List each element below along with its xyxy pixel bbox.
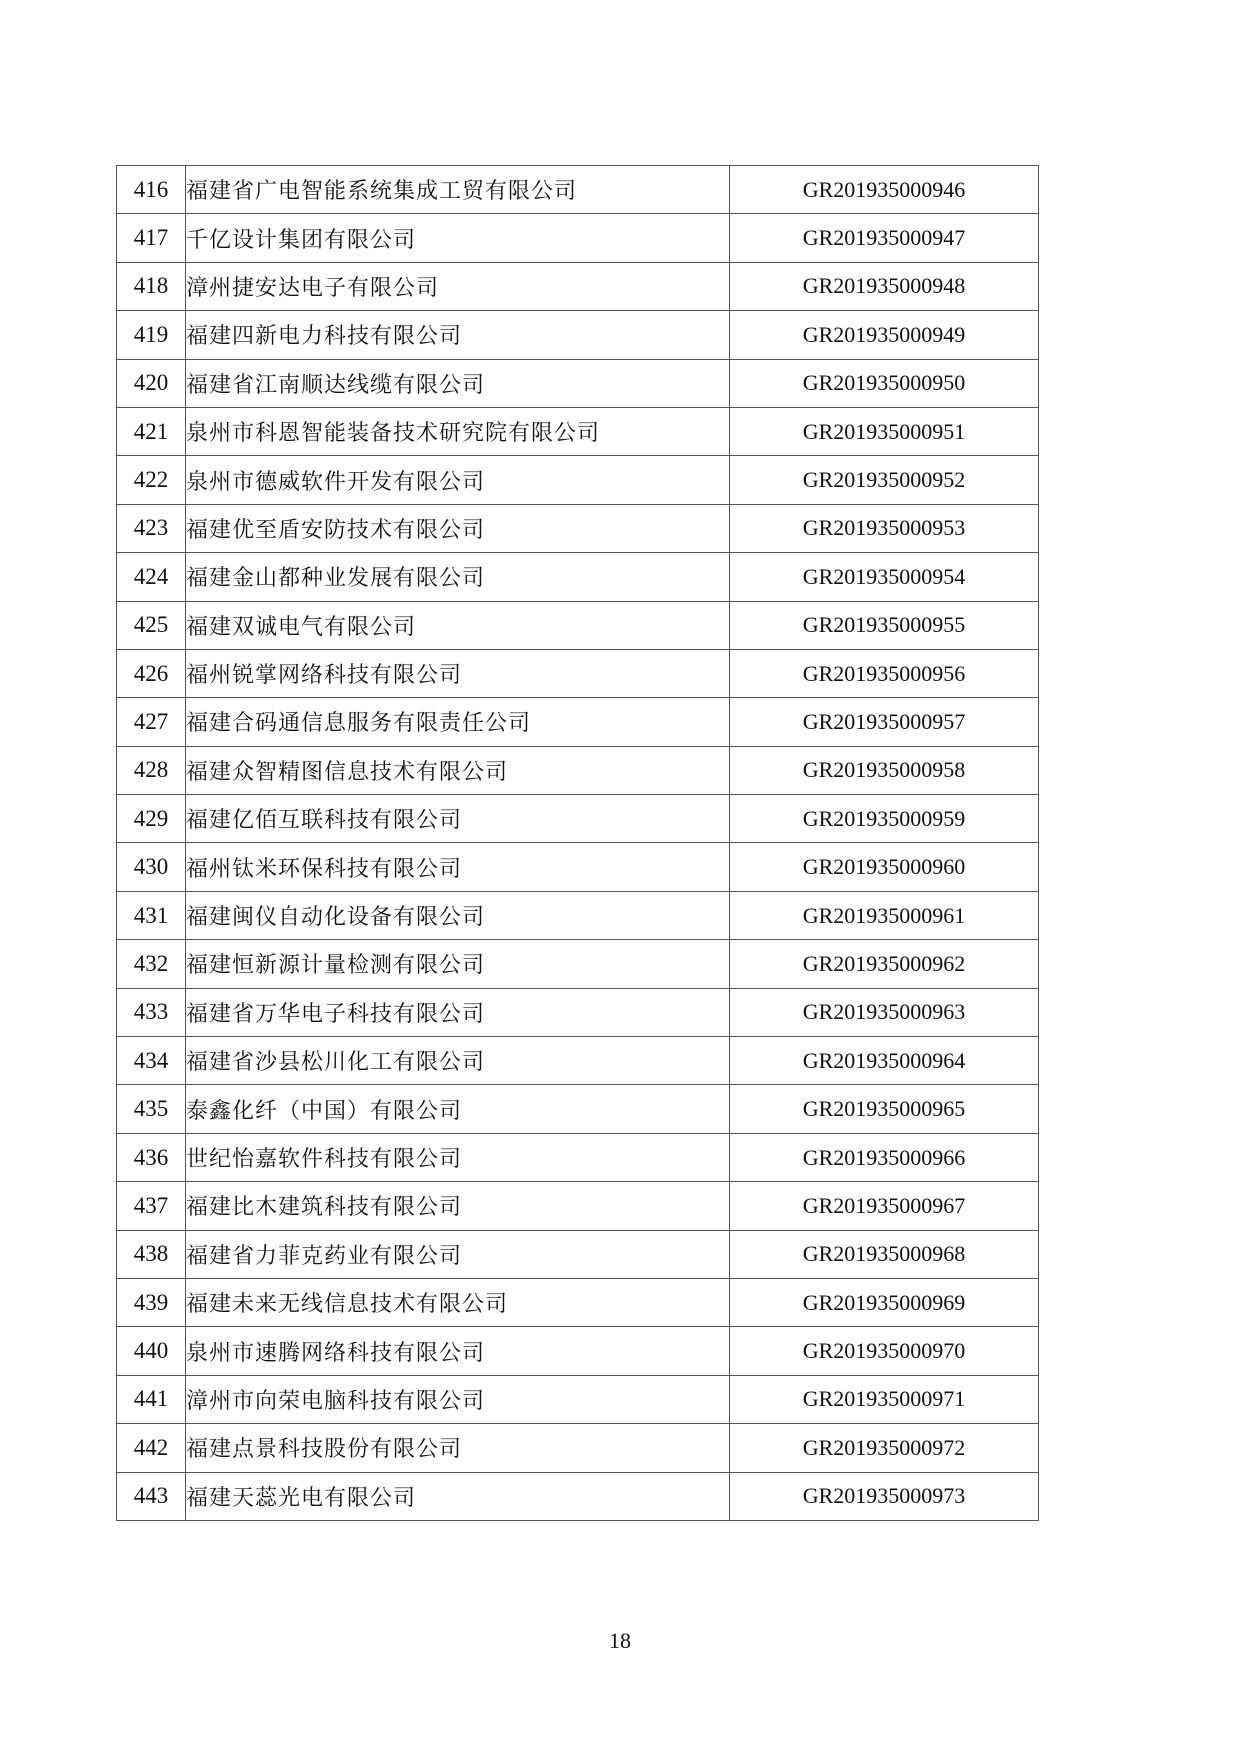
row-number: 416 (117, 166, 186, 214)
table-row (117, 359, 1039, 407)
company-name: 泉州市科恩智能装备技术研究院有限公司 (186, 407, 730, 455)
company-name: 泉州市德威软件开发有限公司 (186, 456, 730, 504)
row-number: 433 (117, 988, 186, 1036)
row-number: 439 (117, 1278, 186, 1326)
company-name: 福建未来无线信息技术有限公司 (186, 1278, 730, 1326)
table-row (117, 1375, 1039, 1423)
company-name: 千亿设计集团有限公司 (186, 214, 730, 262)
company-name: 福建四新电力科技有限公司 (186, 311, 730, 359)
row-number: 436 (117, 1133, 186, 1181)
table-row (117, 553, 1039, 601)
certificate-number: GR201935000957 (730, 698, 1039, 746)
table-row (117, 1182, 1039, 1230)
table-row (117, 1424, 1039, 1472)
row-number: 432 (117, 940, 186, 988)
row-number: 427 (117, 698, 186, 746)
table-row (117, 988, 1039, 1036)
table-row (117, 843, 1039, 891)
certificate-number: GR201935000972 (730, 1424, 1039, 1472)
certificate-number: GR201935000967 (730, 1182, 1039, 1230)
certificate-number: GR201935000971 (730, 1375, 1039, 1423)
table-row (117, 1278, 1039, 1326)
table-row (117, 891, 1039, 939)
company-name: 福建优至盾安防技术有限公司 (186, 504, 730, 552)
company-name: 福建省广电智能系统集成工贸有限公司 (186, 166, 730, 214)
company-name: 福建省江南顺达线缆有限公司 (186, 359, 730, 407)
company-name: 福建点景科技股份有限公司 (186, 1424, 730, 1472)
row-number: 424 (117, 553, 186, 601)
certificate-number: GR201935000956 (730, 649, 1039, 697)
company-name: 福建合码通信息服务有限责任公司 (186, 698, 730, 746)
company-name: 漳州捷安达电子有限公司 (186, 262, 730, 310)
row-number: 430 (117, 843, 186, 891)
certificate-number: GR201935000947 (730, 214, 1039, 262)
certificate-number: GR201935000966 (730, 1133, 1039, 1181)
company-name: 漳州市向荣电脑科技有限公司 (186, 1375, 730, 1423)
certificate-number: GR201935000951 (730, 407, 1039, 455)
company-name: 泉州市速腾网络科技有限公司 (186, 1327, 730, 1375)
table-row (117, 1085, 1039, 1133)
table-row (117, 698, 1039, 746)
company-name: 泰鑫化纤（中国）有限公司 (186, 1085, 730, 1133)
table-row (117, 262, 1039, 310)
company-name: 福州锐掌网络科技有限公司 (186, 649, 730, 697)
row-number: 431 (117, 891, 186, 939)
company-name: 福建恒新源计量检测有限公司 (186, 940, 730, 988)
row-number: 425 (117, 601, 186, 649)
table-body (117, 166, 1039, 1521)
company-name: 福建比木建筑科技有限公司 (186, 1182, 730, 1230)
certificate-number: GR201935000955 (730, 601, 1039, 649)
certificate-number: GR201935000964 (730, 1037, 1039, 1085)
row-number: 429 (117, 795, 186, 843)
company-name: 福建双诚电气有限公司 (186, 601, 730, 649)
certificate-number: GR201935000946 (730, 166, 1039, 214)
company-name: 世纪怡嘉软件科技有限公司 (186, 1133, 730, 1181)
table-row (117, 456, 1039, 504)
row-number: 418 (117, 262, 186, 310)
company-name: 福建金山都种业发展有限公司 (186, 553, 730, 601)
certificate-number: GR201935000962 (730, 940, 1039, 988)
certificate-number: GR201935000952 (730, 456, 1039, 504)
table-row (117, 1472, 1039, 1520)
certificate-number: GR201935000963 (730, 988, 1039, 1036)
page-number: 18 (609, 1628, 631, 1653)
company-name: 福建天蕊光电有限公司 (186, 1472, 730, 1520)
row-number: 420 (117, 359, 186, 407)
certificate-number: GR201935000950 (730, 359, 1039, 407)
table-row (117, 601, 1039, 649)
row-number: 426 (117, 649, 186, 697)
company-name: 福建闽仪自动化设备有限公司 (186, 891, 730, 939)
row-number: 440 (117, 1327, 186, 1375)
certificate-number: GR201935000959 (730, 795, 1039, 843)
certificate-number: GR201935000970 (730, 1327, 1039, 1375)
table-row (117, 940, 1039, 988)
row-number: 435 (117, 1085, 186, 1133)
table-row (117, 311, 1039, 359)
company-name: 福州钛米环保科技有限公司 (186, 843, 730, 891)
company-name: 福建省力菲克药业有限公司 (186, 1230, 730, 1278)
certificate-number: GR201935000973 (730, 1472, 1039, 1520)
certificate-number: GR201935000965 (730, 1085, 1039, 1133)
table-row (117, 166, 1039, 214)
certificate-number: GR201935000948 (730, 262, 1039, 310)
company-name: 福建省沙县松川化工有限公司 (186, 1037, 730, 1085)
table-row (117, 1327, 1039, 1375)
row-number: 442 (117, 1424, 186, 1472)
certificate-number: GR201935000961 (730, 891, 1039, 939)
certificate-number: GR201935000969 (730, 1278, 1039, 1326)
row-number: 441 (117, 1375, 186, 1423)
certificate-number: GR201935000954 (730, 553, 1039, 601)
table-row (117, 649, 1039, 697)
row-number: 434 (117, 1037, 186, 1085)
table-row (117, 1230, 1039, 1278)
table-row (117, 746, 1039, 794)
row-number: 423 (117, 504, 186, 552)
table-row (117, 1133, 1039, 1181)
certificate-number: GR201935000949 (730, 311, 1039, 359)
row-number: 422 (117, 456, 186, 504)
row-number: 428 (117, 746, 186, 794)
row-number: 437 (117, 1182, 186, 1230)
company-name: 福建众智精图信息技术有限公司 (186, 746, 730, 794)
row-number: 419 (117, 311, 186, 359)
table-row (117, 214, 1039, 262)
row-number: 443 (117, 1472, 186, 1520)
certificate-number: GR201935000953 (730, 504, 1039, 552)
certificate-number: GR201935000958 (730, 746, 1039, 794)
company-name: 福建省万华电子科技有限公司 (186, 988, 730, 1036)
row-number: 438 (117, 1230, 186, 1278)
table-row (117, 407, 1039, 455)
certificate-number: GR201935000960 (730, 843, 1039, 891)
table-row (117, 504, 1039, 552)
table-row (117, 795, 1039, 843)
row-number: 421 (117, 407, 186, 455)
row-number: 417 (117, 214, 186, 262)
table-row (117, 1037, 1039, 1085)
company-name: 福建亿佰互联科技有限公司 (186, 795, 730, 843)
company-certificate-table (116, 165, 1039, 1521)
certificate-number: GR201935000968 (730, 1230, 1039, 1278)
